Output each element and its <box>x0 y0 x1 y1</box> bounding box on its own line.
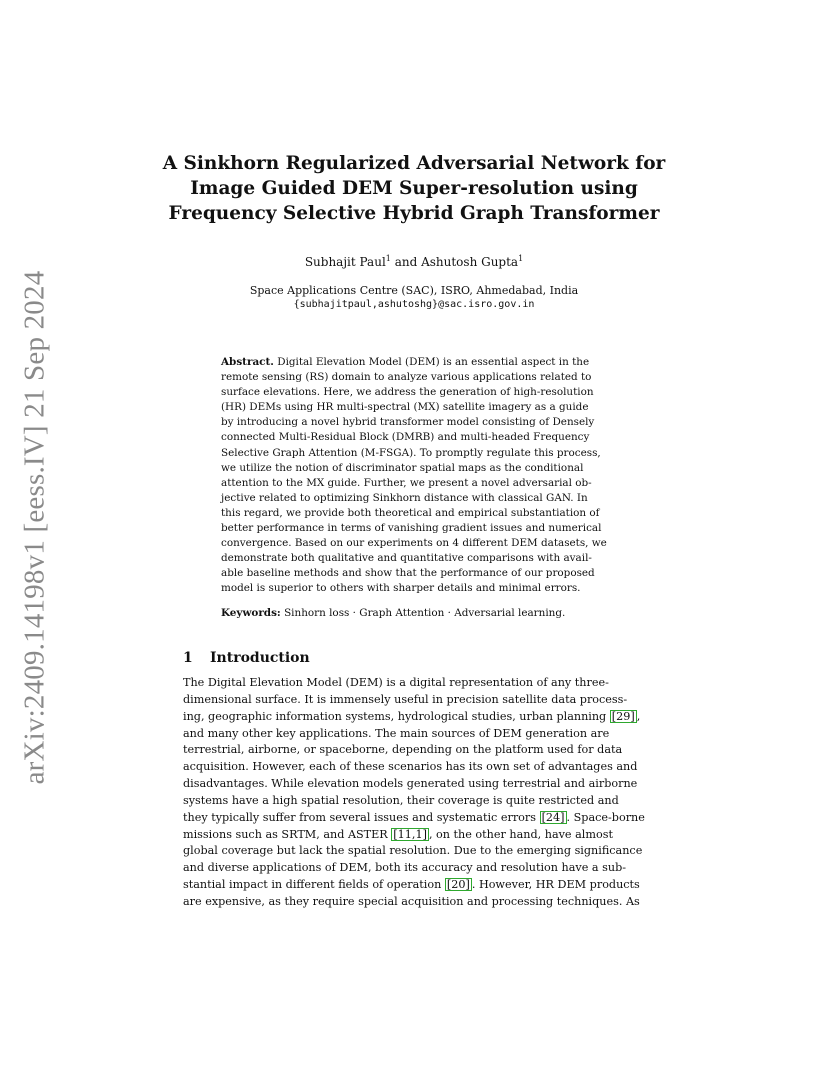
arxiv-stamp <box>18 270 52 785</box>
title-line: A Sinkhorn Regularized Adversarial Network for <box>162 153 666 174</box>
body-line: acquisition. However, each of these scenarios has its own set of advantages and <box>183 760 638 774</box>
paper-title <box>150 151 678 226</box>
abstract-line: surface elevations. Here, we address the generation of high-resolution <box>221 386 594 399</box>
body-line: disadvantages. While elevation models generated using terrestrial and airborne <box>183 777 638 791</box>
author-name: Subhajit Paul <box>304 255 386 269</box>
abstract-line: we utilize the notion of discriminator spatial maps as the conditional <box>221 461 584 474</box>
body-line <box>183 709 651 726</box>
keywords-text: Sinhorn loss · Graph Attention · Adversarial learning. <box>280 607 566 619</box>
abstract-line: connected Multi-Residual Block (DMRB) and multi-headed Frequency <box>221 431 590 444</box>
title-line: Image Guided DEM Super-resolution using <box>190 178 638 199</box>
abstract-line: able baseline methods and show that the performance of our proposed <box>221 567 595 580</box>
abstract-line: demonstrate both qualitative and quantitative comparisons with avail- <box>221 552 592 565</box>
section-title: Introduction <box>210 650 310 666</box>
abstract-line: better performance in terms of vanishing gradient issues and numerical <box>221 522 602 535</box>
citation-link[interactable]: [11,1] <box>393 827 427 841</box>
abstract-line: convergence. Based on our experiments on 4 different DEM datasets, we <box>221 537 607 550</box>
citation-link[interactable]: [20] <box>446 878 470 892</box>
body-text-segment: stantial impact in different fields of operation <box>183 878 445 892</box>
body-line <box>183 827 651 844</box>
body-text-segment: missions such as SRTM, and ASTER <box>183 827 392 841</box>
body-text-segment: ing, geographic information systems, hydrological studies, urban planning <box>183 709 610 723</box>
abstract-line: jective related to optimizing Sinkhorn distance with classical GAN. In <box>221 491 588 504</box>
body-line: are expensive, as they require special acquisition and processing techniques. As <box>183 894 640 908</box>
body-text-segment: they typically suffer from several issues and systematic errors <box>183 810 540 824</box>
abstract-line: this regard, we provide both theoretical and empirical substantiation of <box>221 506 600 519</box>
abstract-label: Abstract. <box>221 356 274 368</box>
abstract <box>221 355 613 597</box>
affiliation-mark: 1 <box>518 254 524 263</box>
keywords <box>221 607 613 619</box>
body-text-segment: , on the other hand, have almost <box>428 827 613 841</box>
abstract-line: model is superior to others with sharper details and minimal errors. <box>221 582 581 595</box>
body-line <box>183 810 651 827</box>
abstract-line: (HR) DEMs using HR multi-spectral (MX) satellite imagery as a guide <box>221 401 589 414</box>
introduction-paragraph <box>183 675 651 911</box>
author-name: Ashutosh Gupta <box>421 255 519 269</box>
institution: Space Applications Centre (SAC), ISRO, Ahmedabad, India <box>249 284 579 297</box>
arxiv-stamp-text: arXiv:2409.14198v1 [eess.IV] 21 Sep 2024 <box>18 270 51 785</box>
body-text-segment: , <box>636 709 641 723</box>
author-connector: and <box>390 255 422 269</box>
body-line: The Digital Elevation Model (DEM) is a digital representation of any three- <box>183 676 609 689</box>
keywords-label: Keywords: <box>221 607 281 619</box>
affiliation-mark: 1 <box>385 254 391 263</box>
body-line: dimensional surface. It is immensely useful in precision satellite data process- <box>183 692 628 706</box>
affiliation-block <box>150 284 678 312</box>
abstract-line: remote sensing (RS) domain to analyze various applications related to <box>221 371 592 384</box>
abstract-line: Selective Graph Attention (M-FSGA). To promptly regulate this process, <box>221 446 601 459</box>
body-line: systems have a high spatial resolution, their coverage is quite restricted and <box>183 793 619 807</box>
section-number: 1 <box>183 650 193 666</box>
author-list <box>150 254 678 269</box>
author-email[interactable]: {subhajitpaul,ashutoshg}@sac.isro.gov.in <box>293 299 535 310</box>
title-line: Frequency Selective Hybrid Graph Transformer <box>168 203 660 224</box>
body-text-segment: . However, HR DEM products <box>471 878 640 892</box>
body-line: global coverage but lack the spatial resolution. Due to the emerging significance <box>183 844 643 858</box>
abstract-line: by introducing a novel hybrid transformer model consisting of Densely <box>221 416 595 429</box>
citation-link[interactable]: [24] <box>541 810 565 824</box>
abstract-text: Digital Elevation Model (DEM) is an essential aspect in the <box>273 356 590 368</box>
abstract-line: attention to the MX guide. Further, we present a novel adversarial ob- <box>221 476 592 489</box>
section-heading-introduction <box>183 650 310 666</box>
abstract-line <box>221 355 613 370</box>
body-line <box>183 877 651 894</box>
body-line: and many other key applications. The main sources of DEM generation are <box>183 726 610 740</box>
citation-link[interactable]: [29] <box>611 709 635 723</box>
body-line: terrestrial, airborne, or spaceborne, depending on the platform used for data <box>183 743 623 757</box>
body-text-segment: . Space-borne <box>566 810 645 824</box>
body-line: and diverse applications of DEM, both its accuracy and resolution have a sub- <box>183 861 627 875</box>
